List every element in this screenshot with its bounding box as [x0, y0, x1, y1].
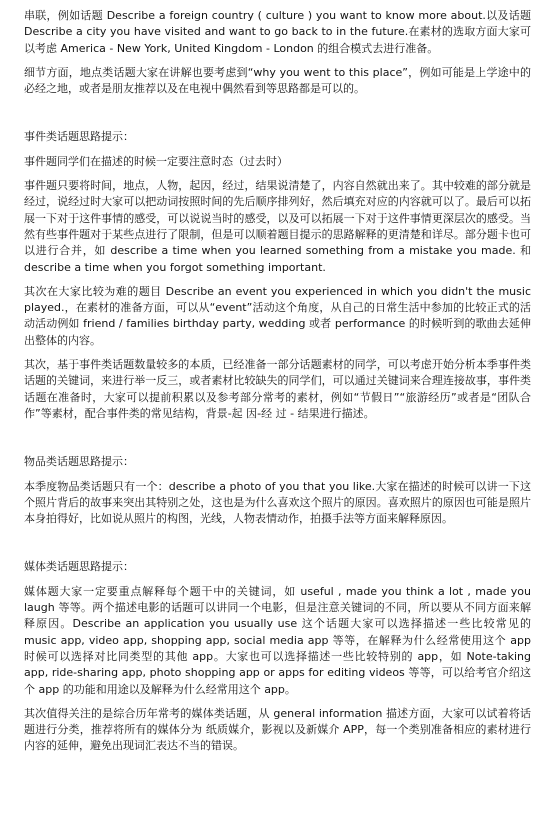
heading-event-topics: 事件类话题思路提示： — [24, 130, 134, 144]
paragraph-object-photo: 本季度物品类话题只有一个：describe a photo of you that you like.大家在描述的时候可以讲一下这个照片背后的故事来突出其特别之处，这也是为什么喜欢这个照片的原因。喜欢照片的原因也可能是照片本身拍得好，比如说从照片的构图，光线，人物表情动作，拍摄手法等方面来解释原因。 — [24, 479, 531, 526]
paragraph-media-general: 其次值得关注的是综合历年常考的媒体类话题，从 general information 描述方面，大家可以试着将话题进行分类，推荐将所有的媒体分为 纸质媒介，影视以及新媒介 APP，每一个类别准备相应的素材进行内容的延伸，避免出现词汇表达不当的错误。 — [24, 706, 531, 753]
paragraph-event-tense: 事件题同学们在描述的时候一定要注意时态（过去时） — [24, 154, 288, 168]
paragraph-location-details: 细节方面，地点类话题大家在讲解也要考虑到“why you went to this place”，例如可能是上学途中的必经之地，或者是朋友推荐以及在电视中偶然看到等思路都是可以的。 — [24, 65, 531, 96]
paragraph-event-music: 其次在大家比较为难的题目 Describe an event you experienced in which you didn't the music played.，在素材的准备方面，可以从“event”活动这个角度，从自己的日常生活中参加的比较正式的活动活动例如 friend / families birthday party, wedding 或者 performance 的时候听到的歌曲去延伸出整体的内容。 — [24, 284, 531, 347]
section-spacer — [24, 535, 531, 559]
paragraph-event-structure: 事件题只要将时间，地点，人物，起因，经过，结果说清楚了，内容自然就出来了。其中较难的部分就是经过，说经过时大家可以把动词按照时间的先后顺序排列好，然后填充对应的内容就可以了。最后可以拓展一下对于这件事情的感受，可以说说当时的感受，以及可以拓展一下对于这件事情更深层次的感受。当然有些事件题对于某些点进行了限制，但是可以顺着题目提示的思路解释的更清楚和详尽。部分题卡也可以进行合并，如 describe a time when you learned something from a mistake you made. 和 describe a time when you forgot something important. — [24, 179, 531, 274]
paragraph-event-keywords: 其次，基于事件类话题数量较多的本质，已经准备一部分话题素材的同学，可以考虑开始分析本季事件类话题的关键词，来进行举一反三，或者素材比较缺失的同学们，可以通过关键词来合理连接故事，事件类话题在准备时，大家可以提前积累以及参考部分常考的素材，例如“节假日”“旅游经历”或者是“团队合作”等素材，配合事件类的常见结构，背景-起 因-经 过 - 结果进行描述。 — [24, 358, 531, 420]
section-spacer — [24, 430, 531, 454]
paragraph-location-combination: 串联，例如话题 Describe a foreign country ( culture ) you want to know more about.以及话题 Describe a city you have visited and want to go back to in the future.在素材的选取方面大家可以考虑 America - New York, United Kingdom - London 的组合模式去进行准备。 — [24, 9, 531, 55]
heading-media-topics: 媒体类话题思路提示： — [24, 560, 134, 574]
heading-object-topics: 物品类话题思路提示： — [24, 455, 134, 469]
section-spacer — [24, 105, 531, 129]
paragraph-media-keywords: 媒体题大家一定要重点解释每个题干中的关键词，如 useful , made you think a lot , made you laugh 等等。两个描述电影的话题可以讲同一个电影，但是注意关键词的不同，所以要从不同方面来解释原因。Describe an application you usually use 这个话题大家可以选择描述一些比较常见的 music app, video app, shopping app, social media app 等等，在解释为什么经常使用这个 app 时候可以选择对比同类型的其他 app。大家也可以选择描述一些比较特别的 app，如 Note-taking app, ride-sharing app, photo shopping app or apps for editing videos 等等，可以给考官介绍这个 app 的功能和用途以及解释为什么经常用这个 app。 — [24, 584, 531, 696]
